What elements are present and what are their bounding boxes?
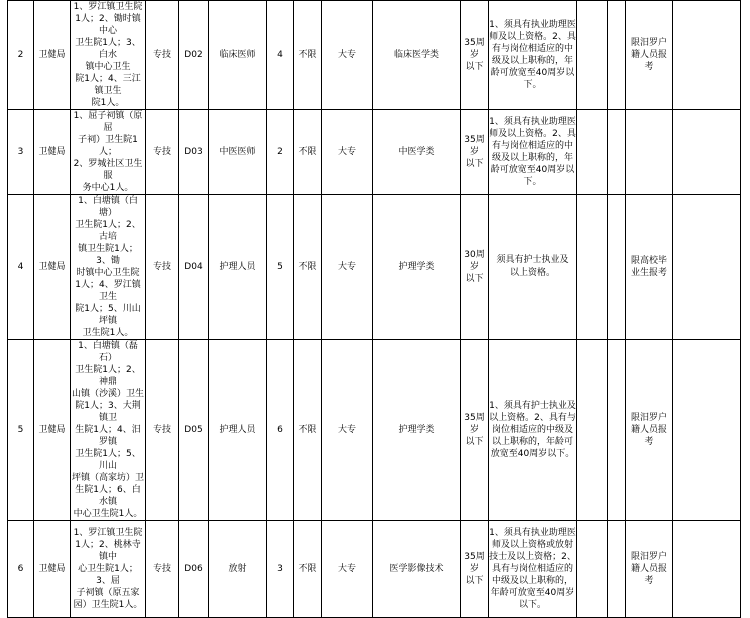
units-cell (71, 521, 146, 618)
units-cell (71, 1, 146, 110)
table-row (8, 110, 741, 195)
major-cell-text: 医学影像技术 (389, 564, 444, 574)
major-cell (373, 1, 461, 110)
notes-cell (626, 340, 673, 521)
blank-cell (577, 110, 608, 195)
education-cell-text: 大专 (337, 262, 356, 272)
gender-cell-text: 不限 (298, 425, 317, 435)
position-code-cell-text: D05 (184, 425, 203, 435)
position-type-cell (146, 195, 179, 340)
blank-cell (608, 195, 626, 340)
major-cell-text: 临床医学类 (393, 50, 439, 60)
position-type-cell (146, 1, 179, 110)
blank-cell (673, 195, 741, 340)
age-cell-text: 30周岁 以下 (464, 250, 485, 284)
major-cell (373, 340, 461, 521)
row-number (8, 340, 34, 521)
table-row (8, 340, 741, 521)
requirements-cell-text: 1、须具有执业助理医 师及以上资格。2、具 有与岗位相适应的中 级及以上职称的，年 龄可放宽至40周岁以 下。 (489, 20, 576, 90)
age-cell (461, 340, 489, 521)
department-cell (34, 521, 71, 618)
position-code-cell (179, 1, 209, 110)
position-code-cell-text: D02 (184, 50, 203, 60)
headcount-cell-text: 5 (277, 262, 283, 272)
position-name-cell-text: 放射 (228, 564, 247, 574)
headcount-cell-text: 6 (277, 425, 283, 435)
education-cell (322, 1, 373, 110)
blank-cell (608, 521, 626, 618)
notes-cell (626, 195, 673, 340)
position-type-cell-text: 专技 (152, 147, 171, 157)
department-cell-text: 卫健局 (38, 564, 66, 574)
age-cell (461, 521, 489, 618)
row-number (8, 1, 34, 110)
education-cell (322, 521, 373, 618)
units-cell (71, 195, 146, 340)
units-cell-text: 1、白塘镇（白塘） 卫生院1人；2、古培 镇卫生院1人；3、锄 时镇中心卫生院 1人；4、罗江镇卫生 院1人；5、川山坪镇 卫生院1人。 (75, 196, 141, 338)
requirements-cell-text: 1、须具有护士执业及 以上资格。2、具有与 岗位相适应的中级及 以上职称的，年龄可 放宽至40周岁以下。 (489, 401, 576, 459)
blank-cell (608, 110, 626, 195)
position-code-cell-text: D06 (184, 564, 203, 574)
blank-cell (673, 1, 741, 110)
notes-cell-text: 限高校毕 业生报考 (630, 256, 667, 278)
gender-cell (294, 340, 322, 521)
gender-cell (294, 110, 322, 195)
department-cell (34, 340, 71, 521)
position-type-cell (146, 340, 179, 521)
position-type-cell (146, 110, 179, 195)
headcount-cell (267, 340, 294, 521)
headcount-cell-text: 4 (277, 50, 283, 60)
blank-cell (577, 195, 608, 340)
department-cell (34, 1, 71, 110)
position-type-cell-text: 专技 (152, 564, 171, 574)
headcount-cell (267, 195, 294, 340)
row-number (8, 195, 34, 340)
age-cell-text: 35周岁 以下 (464, 413, 485, 447)
gender-cell-text: 不限 (298, 262, 317, 272)
position-name-cell-text: 中医医师 (219, 147, 256, 157)
age-cell-text: 35周岁 以下 (464, 38, 485, 72)
department-cell (34, 110, 71, 195)
position-name-cell (209, 1, 267, 110)
education-cell (322, 195, 373, 340)
position-code-cell (179, 340, 209, 521)
education-cell-text: 大专 (337, 147, 356, 157)
row-number-text: 5 (17, 425, 24, 435)
requirements-cell-text: 须具有护士执业及 以上资格。 (496, 255, 569, 278)
blank-cell (577, 521, 608, 618)
position-name-cell (209, 340, 267, 521)
age-cell (461, 110, 489, 195)
education-cell-text: 大专 (337, 50, 356, 60)
position-type-cell-text: 专技 (152, 262, 171, 272)
blank-cell (673, 110, 741, 195)
position-name-cell-text: 护理人员 (219, 425, 256, 435)
units-cell-text: 1、罗江镇卫生院 1人；2、锄时镇中心 卫生院1人；3、白水 镇中心卫生 院1人；4、三江镇卫生 院1人。 (73, 2, 143, 108)
education-cell-text: 大专 (337, 564, 356, 574)
table-row (8, 521, 741, 618)
notes-cell (626, 1, 673, 110)
table-row (8, 195, 741, 340)
age-cell-text: 35周岁 以下 (464, 135, 485, 169)
major-cell (373, 521, 461, 618)
row-number-text: 6 (17, 564, 24, 574)
headcount-cell (267, 110, 294, 195)
gender-cell (294, 521, 322, 618)
department-cell-text: 卫健局 (38, 50, 66, 60)
units-cell-text: 1、屈子祠镇（原屈 子祠）卫生院1人； 2、罗城社区卫生服 务中心1人。 (73, 111, 143, 193)
units-cell (71, 340, 146, 521)
row-number-text: 4 (17, 262, 24, 272)
education-cell (322, 340, 373, 521)
gender-cell-text: 不限 (298, 147, 317, 157)
age-cell (461, 1, 489, 110)
blank-cell (577, 1, 608, 110)
blank-cell (608, 340, 626, 521)
department-cell-text: 卫健局 (38, 425, 66, 435)
major-cell-text: 护理学类 (398, 425, 435, 435)
blank-cell (608, 1, 626, 110)
units-cell (71, 110, 146, 195)
blank-cell (577, 340, 608, 521)
notes-cell-text: 限汨罗户 籍人员报 考 (630, 38, 667, 72)
notes-cell-text: 限汨罗户 籍人员报 考 (630, 413, 667, 447)
position-code-cell (179, 110, 209, 195)
notes-cell-text: 限汨罗户 籍人员报 考 (630, 552, 667, 586)
position-code-cell-text: D03 (184, 147, 203, 157)
major-cell (373, 195, 461, 340)
gender-cell (294, 195, 322, 340)
gender-cell-text: 不限 (298, 50, 317, 60)
headcount-cell (267, 521, 294, 618)
requirements-cell (489, 1, 577, 110)
age-cell-text: 35周岁 以下 (464, 552, 485, 586)
table-row (8, 1, 741, 110)
department-cell (34, 195, 71, 340)
row-number (8, 521, 34, 618)
position-name-cell (209, 195, 267, 340)
position-name-cell (209, 521, 267, 618)
major-cell-text: 中医学类 (398, 147, 435, 157)
row-number-text: 2 (17, 50, 24, 60)
recruitment-table (7, 0, 741, 618)
blank-cell (673, 340, 741, 521)
position-name-cell-text: 临床医师 (219, 50, 256, 60)
headcount-cell-text: 2 (277, 147, 283, 157)
major-cell-text: 护理学类 (398, 262, 435, 272)
position-code-cell (179, 521, 209, 618)
row-number-text: 3 (17, 147, 24, 157)
requirements-cell (489, 195, 577, 340)
department-cell-text: 卫健局 (38, 147, 66, 157)
requirements-cell (489, 521, 577, 618)
major-cell (373, 110, 461, 195)
requirements-cell (489, 340, 577, 521)
education-cell-text: 大专 (337, 425, 356, 435)
position-type-cell (146, 521, 179, 618)
position-code-cell-text: D04 (184, 262, 203, 272)
units-cell-text: 1、罗江镇卫生院 1人；2、桃林寺镇中 心卫生院1人；3、屈 子祠镇（原五家 园）卫生院1人。 (73, 528, 143, 610)
requirements-cell (489, 110, 577, 195)
notes-cell (626, 110, 673, 195)
gender-cell-text: 不限 (298, 564, 317, 574)
headcount-cell (267, 1, 294, 110)
notes-cell (626, 521, 673, 618)
row-number (8, 110, 34, 195)
headcount-cell-text: 3 (277, 564, 283, 574)
position-type-cell-text: 专技 (152, 50, 171, 60)
department-cell-text: 卫健局 (38, 262, 66, 272)
position-type-cell-text: 专技 (152, 425, 171, 435)
position-name-cell (209, 110, 267, 195)
education-cell (322, 110, 373, 195)
requirements-cell-text: 1、须具有执业助理医 师及以上资格或放射 技士及以上资格；2、 具有与岗位相适应的 中级及以上职称的， 年龄可放宽至40周岁 以下。 (489, 528, 576, 610)
requirements-cell-text: 1、须具有执业助理医 师及以上资格。2、具 有与岗位相适应的中 级及以上职称的，年 龄可放宽至40周岁以 下。 (489, 117, 576, 187)
gender-cell (294, 1, 322, 110)
blank-cell (673, 521, 741, 618)
age-cell (461, 195, 489, 340)
position-code-cell (179, 195, 209, 340)
position-name-cell-text: 护理人员 (219, 262, 256, 272)
units-cell-text: 1、白塘镇（磊石） 卫生院1人；2、神鼎 山镇（沙溪）卫生 院1人；3、大荆镇卫 生院1人；4、汨罗镇 卫生院1人；5、川山 坪镇（高家坊）卫 生院1人；6、白水镇 中心卫生院1人。 (71, 341, 144, 519)
